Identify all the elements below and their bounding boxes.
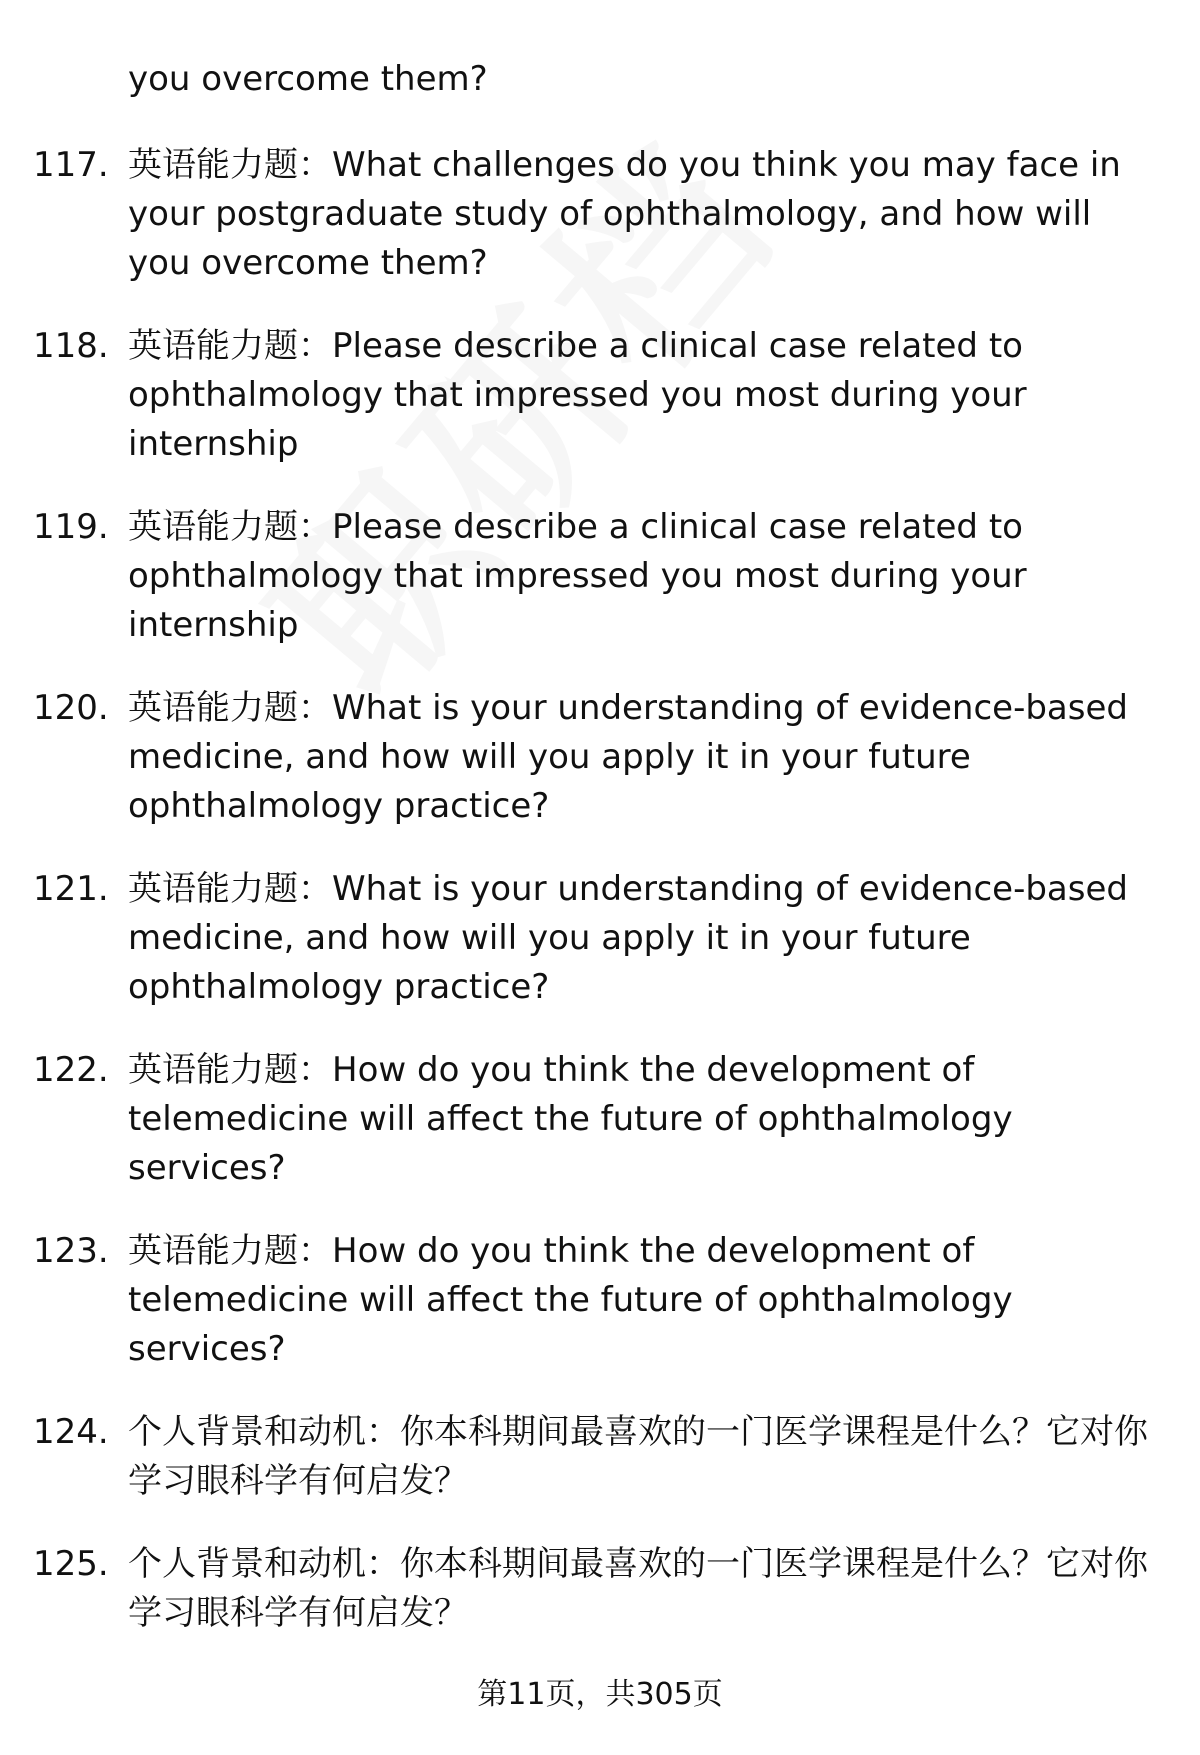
question-number: 123. <box>33 1231 109 1271</box>
question-number: 120. <box>33 688 109 728</box>
question-text: Please describe a clinical case related to ophthalmology that impressed you most during your internship <box>128 507 1027 645</box>
page-footer: 第11页，共305页 <box>477 1677 723 1712</box>
question-category: 英语能力题： <box>128 145 332 185</box>
question-body <box>128 684 1153 831</box>
question-body <box>128 322 1153 469</box>
question-number: 122. <box>33 1050 109 1090</box>
question-body <box>128 503 1153 650</box>
question-number: 124. <box>33 1412 109 1452</box>
question-number: 119. <box>33 507 109 547</box>
question-number: 125. <box>33 1544 109 1584</box>
question-body <box>128 1540 1153 1638</box>
question-number: 117. <box>33 145 109 185</box>
question-item <box>0 141 1200 288</box>
question-body <box>128 1408 1153 1506</box>
question-text: How do you think the development of telemedicine will affect the future of ophthalmology services? <box>128 1050 1013 1188</box>
question-item <box>0 1046 1200 1193</box>
question-text: 你本科期间最喜欢的一门医学课程是什么？它对你学习眼科学有何启发？ <box>128 1544 1148 1633</box>
continuation-text: you overcome them? <box>128 59 488 99</box>
question-category: 英语能力题： <box>128 1050 332 1090</box>
question-category: 英语能力题： <box>128 1231 332 1271</box>
question-body <box>128 141 1153 288</box>
question-item <box>0 865 1200 1012</box>
question-text: Please describe a clinical case related to ophthalmology that impressed you most during your internship <box>128 326 1027 464</box>
question-item <box>0 322 1200 469</box>
question-body <box>128 865 1153 1012</box>
question-category: 个人背景和动机： <box>128 1544 400 1584</box>
question-text: 你本科期间最喜欢的一门医学课程是什么？它对你学习眼科学有何启发？ <box>128 1412 1148 1501</box>
question-text: What is your understanding of evidence-based medicine, and how will you apply it in your future ophthalmology practice? <box>128 869 1128 1007</box>
question-number: 118. <box>33 326 109 366</box>
question-item <box>0 503 1200 650</box>
question-item <box>0 1540 1200 1638</box>
question-category: 英语能力题： <box>128 507 332 547</box>
question-category: 英语能力题： <box>128 869 332 909</box>
question-body <box>128 1046 1153 1193</box>
question-text: What challenges do you think you may face in your postgraduate study of ophthalmology, and how will you overcome them? <box>128 145 1121 283</box>
question-number: 121. <box>33 869 109 909</box>
question-text: How do you think the development of telemedicine will affect the future of ophthalmology services? <box>128 1231 1013 1369</box>
question-category: 个人背景和动机： <box>128 1412 400 1452</box>
question-item <box>0 1227 1200 1374</box>
question-item <box>0 1408 1200 1506</box>
question-list <box>0 141 1200 1672</box>
question-item <box>0 684 1200 831</box>
question-category: 英语能力题： <box>128 326 332 366</box>
question-category: 英语能力题： <box>128 688 332 728</box>
question-body <box>128 1227 1153 1374</box>
question-text: What is your understanding of evidence-based medicine, and how will you apply it in your future ophthalmology practice? <box>128 688 1128 826</box>
